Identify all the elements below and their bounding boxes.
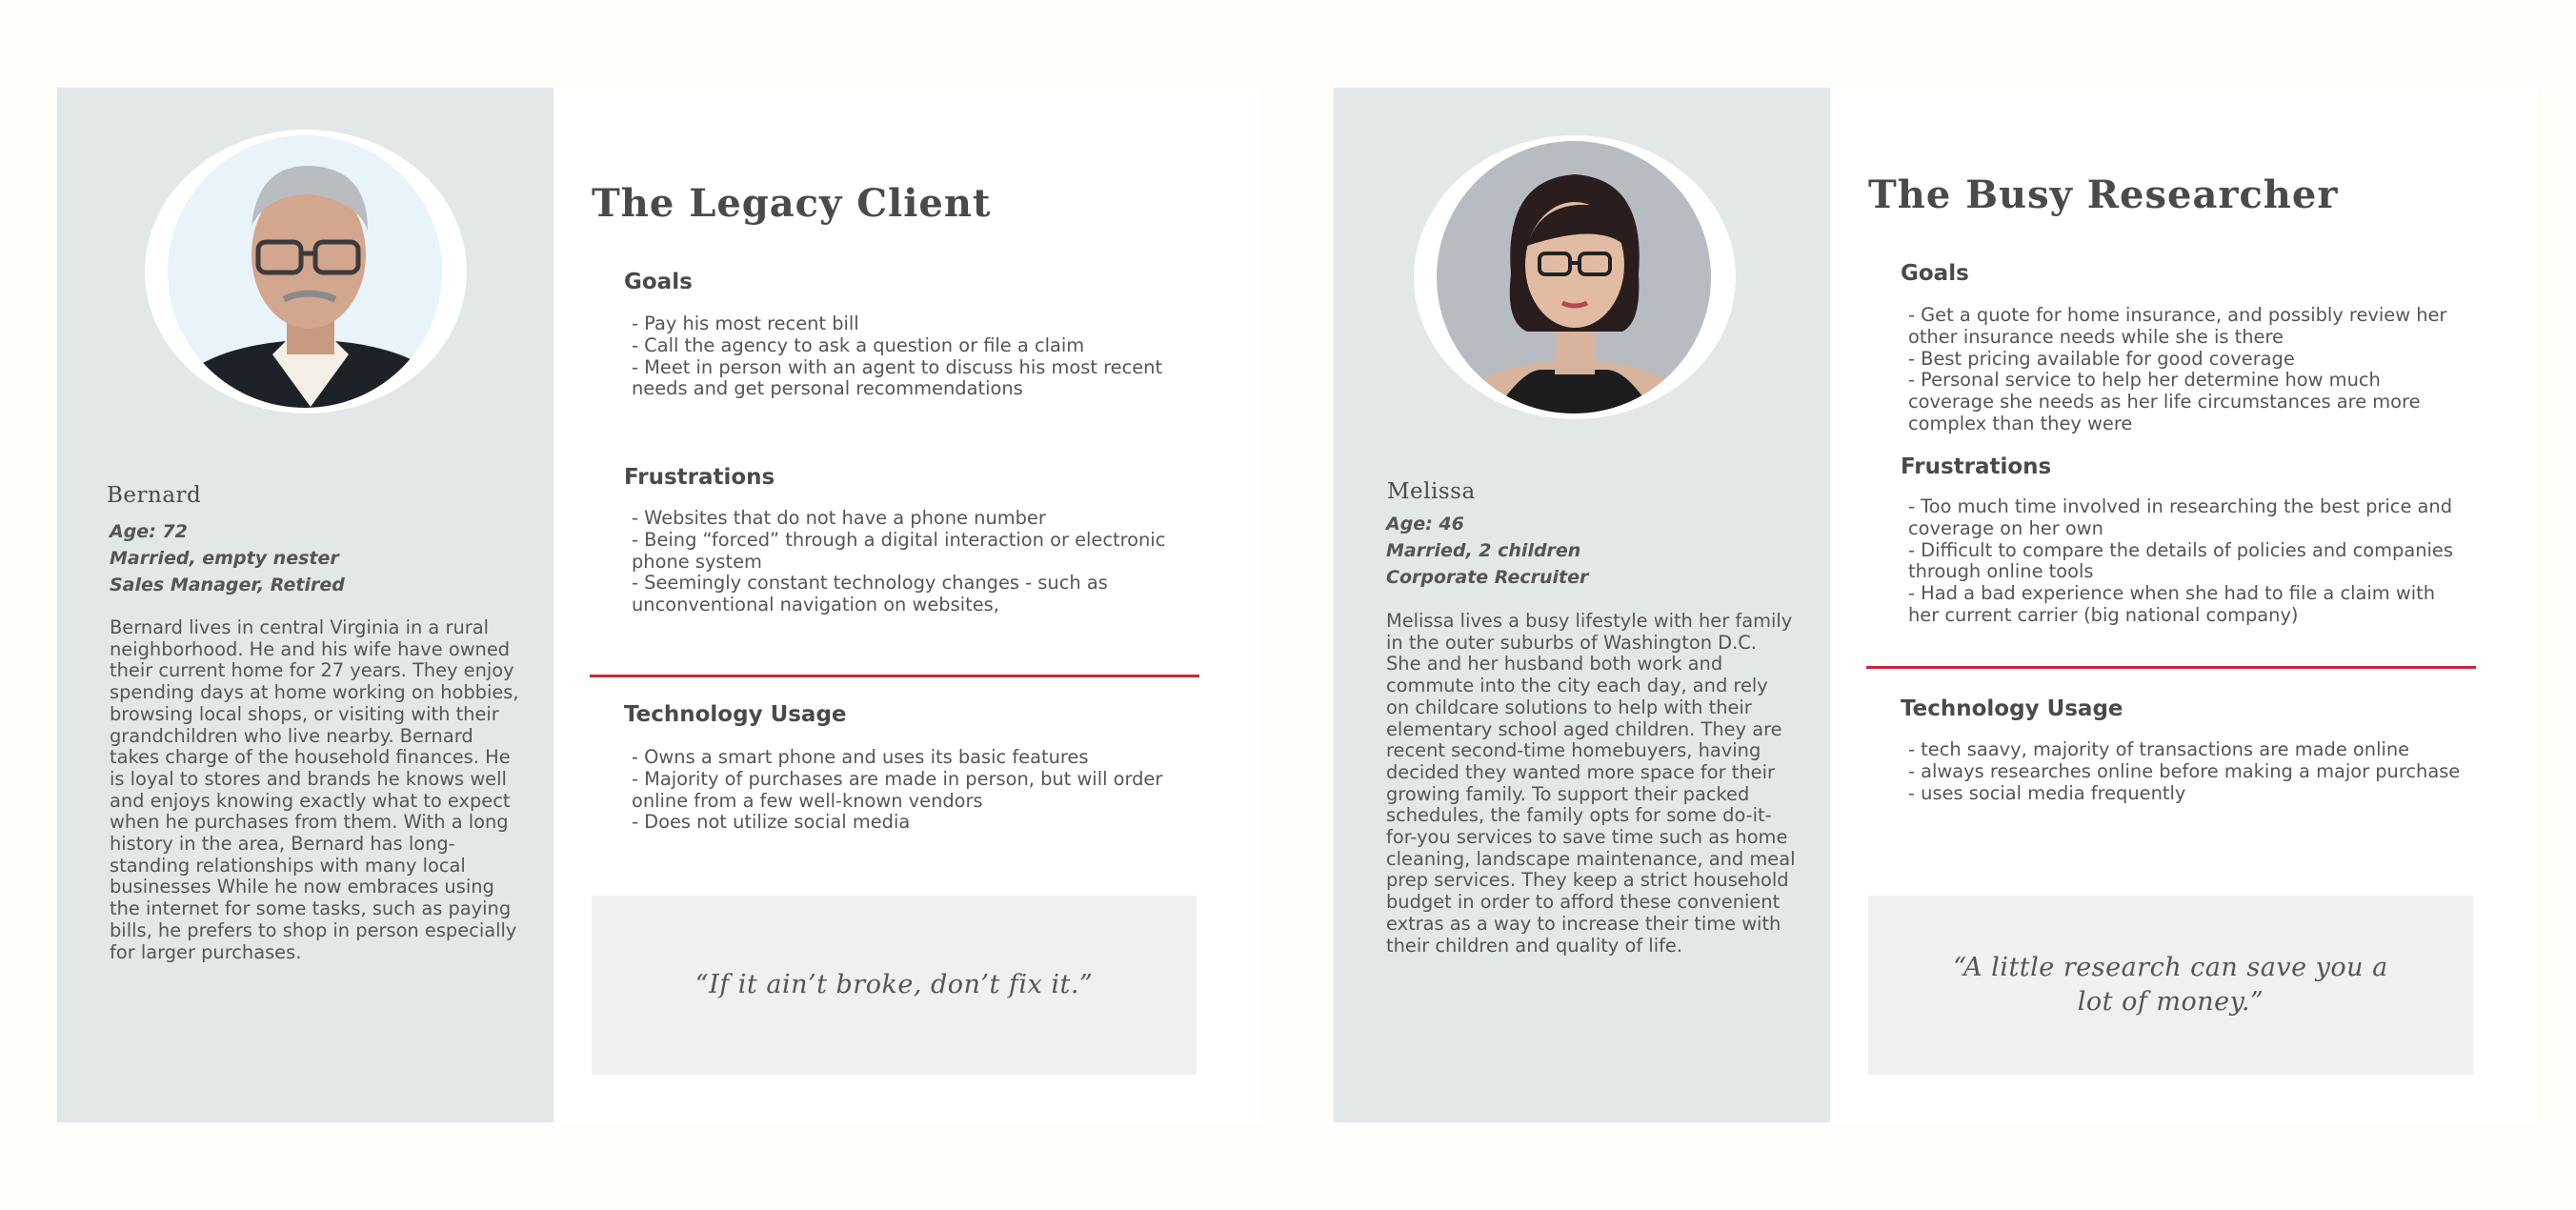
persona-card-bernard: [57, 88, 1260, 1122]
persona-occupation: Sales Manager, Retired: [110, 575, 345, 595]
list-item: - Personal service to help her determine how much coverage she needs as her life circumstances are more complex than they were: [1908, 369, 2421, 434]
avatar-frame: [145, 130, 467, 413]
list-item: - Meet in person with an agent to discuss his most recent needs and get personal recommendations: [632, 355, 1163, 400]
avatar-photo: [168, 135, 442, 408]
persona-occupation: Corporate Recruiter: [1386, 567, 1589, 588]
persona-status: Married, empty nester: [110, 548, 339, 569]
quote-box: [592, 896, 1197, 1075]
list-item: - tech saavy, majority of transactions are made online: [1908, 738, 2410, 760]
persona-facts: [110, 518, 345, 598]
persona-age: Age: 72: [110, 521, 188, 542]
technology-heading: Technology Usage: [624, 702, 847, 727]
goals-list: [632, 313, 1184, 400]
avatar-frame: [1414, 135, 1736, 419]
persona-quote: “If it ain’t broke, don’t fix it.”: [694, 970, 1094, 999]
persona-bio: Bernard lives in central Virginia in a rural neighborhood. He and his wife have owned their current home for 27 years. They enjoy spending days at home working on hobbies, browsing local shops, or visiting with their grandchildren who live nearby. Bernard takes charge of the household finances. He is loyal to stores and brands he knows well and enjoys knowing exactly what to expect when he purchases from them. With a long history in the area, Bernard has long-standing relationships with many local businesses While he now embraces using the internet for some tasks, such as paying bills, he prefers to shop in person especially for larger purchases.: [110, 616, 519, 963]
goals-heading: Goals: [1901, 261, 1969, 286]
frustrations-heading: Frustrations: [624, 465, 775, 490]
goals-list: [1908, 305, 2461, 435]
list-item: - Call the agency to ask a question or file a claim: [632, 333, 1085, 356]
persona-details: [1830, 88, 2537, 1122]
section-divider: [1866, 666, 2476, 669]
list-item: - Websites that do not have a phone number: [632, 507, 1046, 529]
persona-name: Bernard: [107, 483, 202, 508]
persona-card-melissa: [1334, 88, 2537, 1122]
technology-heading: Technology Usage: [1901, 696, 2123, 721]
technology-list: [632, 747, 1184, 834]
persona-name: Melissa: [1387, 479, 1476, 504]
list-item: - Owns a smart phone and uses its basic features: [632, 746, 1089, 768]
avatar-photo: [1437, 141, 1711, 413]
list-item: - Difficult to compare the details of policies and companies through online tools: [1908, 538, 2453, 583]
section-divider: [590, 675, 1199, 677]
persona-title: The Busy Researcher: [1868, 172, 2339, 217]
list-item: - uses social media frequently: [1908, 781, 2186, 804]
technology-list: [1908, 739, 2461, 804]
persona-sidebar: [1334, 88, 1830, 1122]
persona-quote: “A little research can save you a lot of money.”: [1953, 953, 2388, 1017]
frustrations-list: [1908, 496, 2461, 627]
list-item: - Does not utilize social media: [632, 811, 911, 834]
list-item: - Being “forced” through a digital interaction or electronic phone system: [632, 528, 1166, 573]
persona-facts: [1386, 511, 1588, 591]
list-item: - Majority of purchases are made in person, but will order online from a few well-known vendors: [632, 767, 1163, 812]
list-item: - Best pricing available for good coverage: [1908, 347, 2295, 370]
quote-box: [1868, 896, 2473, 1075]
list-item: - Seemingly constant technology changes - such as unconventional navigation on websites,: [632, 572, 1108, 616]
goals-heading: Goals: [624, 270, 693, 294]
frustrations-list: [632, 508, 1184, 616]
avatar-illustration-woman: [1437, 141, 1711, 413]
avatar-illustration-older-man: [168, 135, 442, 408]
persona-title: The Legacy Client: [592, 181, 992, 226]
list-item: - Get a quote for home insurance, and possibly review her other insurance needs while she is there: [1908, 304, 2447, 348]
frustrations-heading: Frustrations: [1901, 454, 2052, 479]
persona-bio: Melissa lives a busy lifestyle with her family in the outer suburbs of Washington D.C. She and her husband both work and commute into the city each day, and rely on childcare solutions to help with their elementary school aged children. They are recent second-time homebuyers, having decided they wanted more space for their growing family. To support their packed schedules, the family opts for some do-it-for-you services to save time such as home cleaning, landscape maintenance, and meal prep services. They keep a strict household budget in order to afford these convenient extras as a way to increase their time with their children and quality of life.: [1386, 610, 1796, 957]
list-item: - Pay his most recent bill: [632, 313, 859, 334]
persona-details: [553, 88, 1260, 1122]
persona-status: Married, 2 children: [1386, 540, 1581, 561]
list-item: - Too much time involved in researching the best price and coverage on her own: [1908, 495, 2453, 539]
list-item: - Had a bad experience when she had to file a claim with her current carrier (big national company): [1908, 582, 2435, 626]
list-item: - always researches online before making a major purchase: [1908, 759, 2461, 782]
persona-age: Age: 46: [1386, 514, 1464, 534]
persona-sidebar: [57, 88, 553, 1122]
